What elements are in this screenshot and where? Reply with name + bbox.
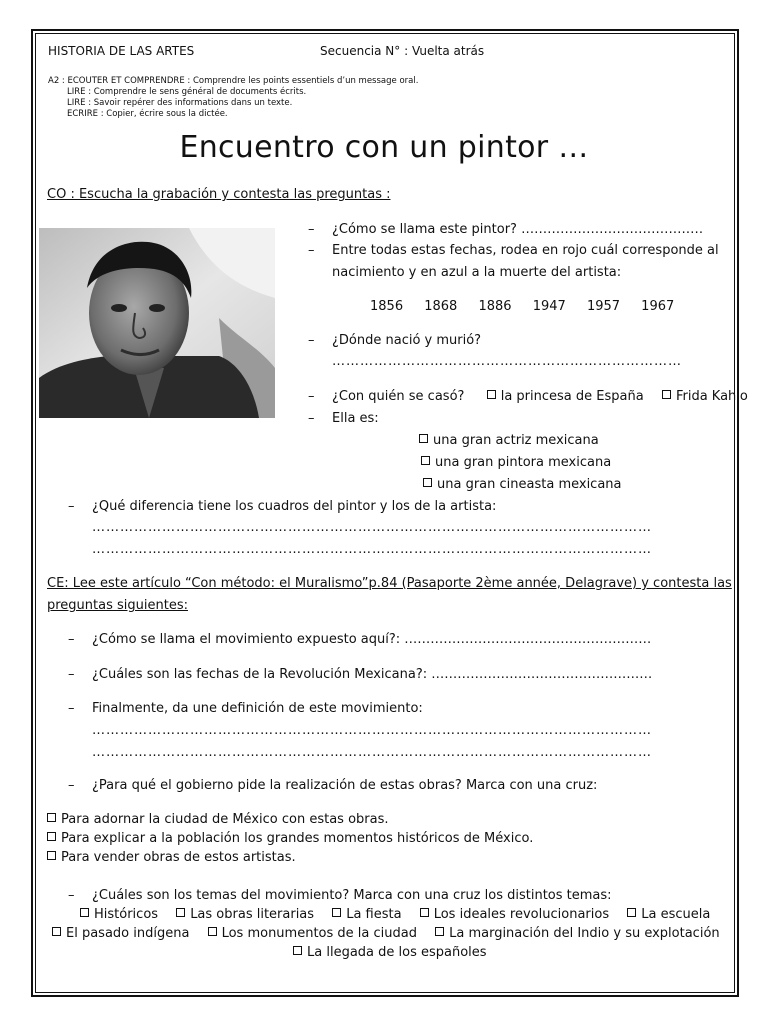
checkbox-theme[interactable] xyxy=(208,926,417,941)
section-heading-ce: CE: Lee este artículo “Con método: el Muralismo”p.84 (Pasaporte 2ème année, Delagrave) y contesta las xyxy=(47,576,732,591)
option-label: Las obras literarias xyxy=(190,907,315,922)
checkbox-icon[interactable] xyxy=(47,832,56,841)
checkbox-filmmaker[interactable] xyxy=(423,477,622,492)
question-government: – ¿Para qué el gobierno pide la realización de estas obras? Marca con una cruz: xyxy=(68,778,598,793)
skill-line: LIRE : Comprendre le sens général de documents écrits. xyxy=(67,87,307,97)
themes-row-3 xyxy=(293,945,501,960)
option-label: Para explicar a la población los grandes momentos históricos de México. xyxy=(61,831,534,846)
skill-line: LIRE : Savoir repérer des informations dans un texte. xyxy=(67,98,293,108)
checkbox-icon[interactable] xyxy=(627,908,636,917)
checkbox-icon[interactable] xyxy=(435,927,444,936)
checkbox-sell[interactable] xyxy=(47,850,296,865)
question-painter-name: – ¿Cómo se llama este pintor? …………………………………… xyxy=(308,222,704,237)
checkbox-icon[interactable] xyxy=(47,813,56,822)
sequence-label: Secuencia N° : Vuelta atrás xyxy=(320,44,485,58)
checkbox-theme[interactable] xyxy=(627,907,710,922)
option-label: La llegada de los españoles xyxy=(307,945,487,960)
answer-line[interactable]: ………………………………………………………………… xyxy=(332,354,682,369)
question-she-is: – Ella es: xyxy=(308,411,379,426)
question-text: ¿Cuáles son los temas del movimiento? Marca con una cruz los distintos temas: xyxy=(92,888,612,903)
question-married: – ¿Con quién se casó? la princesa de España Frida Kahlo xyxy=(308,389,748,404)
themes-row-2 xyxy=(52,926,734,941)
checkbox-theme[interactable] xyxy=(52,926,189,941)
option-label: una gran actriz mexicana xyxy=(433,433,599,448)
answer-line[interactable]: ………………………………………………………………………………………………………… xyxy=(92,542,652,557)
years-row xyxy=(370,299,691,314)
answer-line[interactable]: ………………………………………………………………………………………………………… xyxy=(92,745,652,760)
option-label: Los monumentos de la ciudad xyxy=(221,926,417,941)
question-birth-death-place: – ¿Dónde nació y murió? xyxy=(308,333,482,348)
checkbox-princess[interactable] xyxy=(487,389,644,404)
option-label: La escuela xyxy=(641,907,711,922)
section-heading-ce-cont: preguntas siguientes: xyxy=(47,598,188,613)
checkbox-icon[interactable] xyxy=(80,908,89,917)
checkbox-icon[interactable] xyxy=(208,927,217,936)
option-label: Para vender obras de estos artistas. xyxy=(61,850,296,865)
option-label: una gran pintora mexicana xyxy=(435,455,612,470)
option-label: la princesa de España xyxy=(500,389,644,404)
question-dates-cont: nacimiento y en azul a la muerte del artista: xyxy=(332,265,622,280)
option-label: El pasado indígena xyxy=(66,926,190,941)
question-text: ¿Con quién se casó? xyxy=(332,389,465,404)
checkbox-theme[interactable] xyxy=(293,945,487,960)
question-themes: – ¿Cuáles son los temas del movimiento? Marca con una cruz los distintos temas: xyxy=(68,888,612,903)
checkbox-painter[interactable] xyxy=(421,455,611,470)
option-label: Para adornar la ciudad de México con estas obras. xyxy=(61,812,389,827)
question-movement-name: – ¿Cómo se llama el movimiento expuesto aquí?: ………………………………………………… xyxy=(68,632,652,647)
question-text: Ella es: xyxy=(332,411,379,426)
checkbox-icon[interactable] xyxy=(176,908,185,917)
page-title: Encuentro con un pintor … xyxy=(179,130,589,165)
checkbox-icon[interactable] xyxy=(419,434,428,443)
section-heading-co: CO : Escucha la grabación y contesta las preguntas : xyxy=(47,187,391,202)
checkbox-explain[interactable] xyxy=(47,831,533,846)
portrait-image xyxy=(39,228,275,418)
question-difference: – ¿Qué diferencia tiene los cuadros del pintor y los de la artista: xyxy=(68,499,497,514)
checkbox-theme[interactable] xyxy=(176,907,314,922)
option-label: La marginación del Indio y su explotación xyxy=(449,926,720,941)
year-option[interactable]: 1957 xyxy=(586,299,621,314)
question-dates: – Entre todas estas fechas, rodea en rojo cuál corresponde al xyxy=(308,243,719,258)
question-text: ¿Cómo se llama el movimiento expuesto aquí?: ………………………………………………… xyxy=(92,632,652,647)
checkbox-icon[interactable] xyxy=(662,390,671,399)
option-label: La fiesta xyxy=(346,907,402,922)
question-text: ¿Cuáles son las fechas de la Revolución Mexicana?: …………………………………………… xyxy=(92,667,653,682)
question-text: ¿Dónde nació y murió? xyxy=(332,333,482,348)
checkbox-icon[interactable] xyxy=(293,946,302,955)
question-revolution-dates: – ¿Cuáles son las fechas de la Revolución Mexicana?: …………………………………………… xyxy=(68,667,653,682)
themes-row-1 xyxy=(80,907,724,922)
checkbox-theme[interactable] xyxy=(332,907,401,922)
checkbox-theme[interactable] xyxy=(420,907,609,922)
checkbox-icon[interactable] xyxy=(420,908,429,917)
checkbox-icon[interactable] xyxy=(421,456,430,465)
answer-line[interactable]: ………………………………………………………………………………………………………… xyxy=(92,723,652,738)
question-text: ¿Para qué el gobierno pide la realización de estas obras? Marca con una cruz: xyxy=(92,778,598,793)
checkbox-frida[interactable] xyxy=(662,389,748,404)
answer-line[interactable]: ………………………………………………………………………………………………………… xyxy=(92,520,652,535)
checkbox-icon[interactable] xyxy=(47,851,56,860)
year-option[interactable]: 1886 xyxy=(478,299,512,314)
question-text: ¿Qué diferencia tiene los cuadros del pintor y los de la artista: xyxy=(92,499,497,514)
question-definition: – Finalmente, da une definición de este movimiento: xyxy=(68,701,423,716)
checkbox-theme[interactable] xyxy=(435,926,720,941)
skill-line: A2 : ECOUTER ET COMPRENDRE : Comprendre les points essentiels d’un message oral. xyxy=(48,76,419,86)
checkbox-adorn[interactable] xyxy=(47,812,389,827)
question-text: ¿Cómo se llama este pintor? …………………………………… xyxy=(332,222,704,237)
checkbox-actress[interactable] xyxy=(419,433,599,448)
option-label: Frida Kahlo xyxy=(675,389,748,404)
question-text: Finalmente, da une definición de este movimiento: xyxy=(92,701,423,716)
option-label: Históricos xyxy=(94,907,159,922)
year-option[interactable]: 1856 xyxy=(370,299,404,314)
option-label: una gran cineasta mexicana xyxy=(437,477,622,492)
checkbox-theme[interactable] xyxy=(80,907,158,922)
year-option[interactable]: 1967 xyxy=(641,299,675,314)
year-option[interactable]: 1868 xyxy=(424,299,458,314)
year-option[interactable]: 1947 xyxy=(532,299,566,314)
checkbox-icon[interactable] xyxy=(332,908,341,917)
painter-photo xyxy=(39,228,275,418)
checkbox-icon[interactable] xyxy=(423,478,432,487)
subject-label: HISTORIA DE LAS ARTES xyxy=(48,44,195,58)
skill-line: ECRIRE : Copier, écrire sous la dictée. xyxy=(67,109,228,119)
checkbox-icon[interactable] xyxy=(52,927,61,936)
question-text: Entre todas estas fechas, rodea en rojo cuál corresponde al xyxy=(332,243,719,258)
option-label: Los ideales revolucionarios xyxy=(433,907,610,922)
checkbox-icon[interactable] xyxy=(487,390,496,399)
